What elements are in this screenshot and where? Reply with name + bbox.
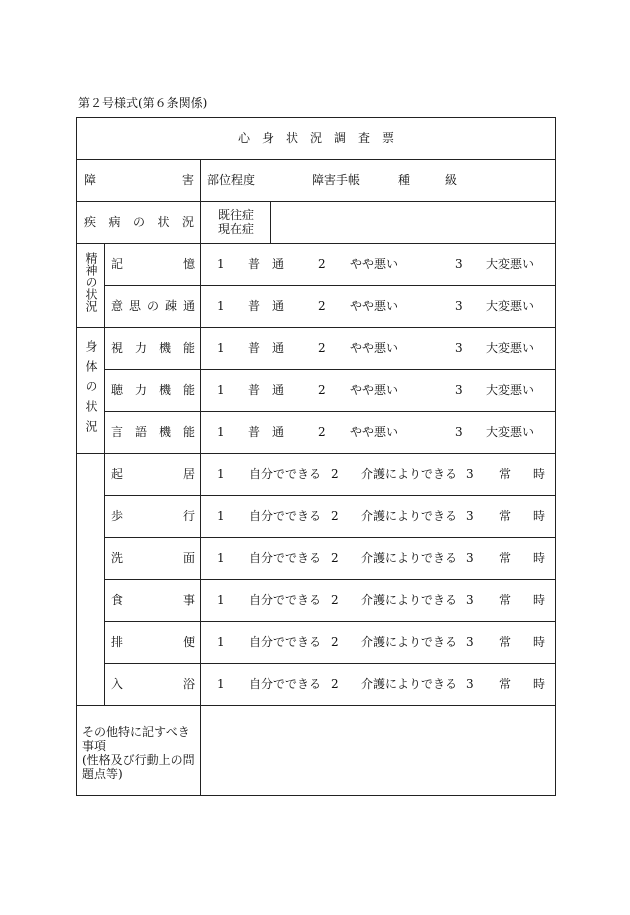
option-3-number: 3 [455, 257, 463, 271]
group-column-divider [104, 243, 105, 705]
activity-row-label: 歩 行 [111, 509, 195, 523]
option-very-bad-label: 大変悪い [486, 299, 535, 313]
activity-row-label: 起 居 [111, 467, 195, 481]
adl-assisted-label: 介護によりできる [361, 677, 458, 691]
adl-option-3-number: 3 [466, 677, 474, 691]
adl-self-label: 自分でできる [249, 509, 322, 523]
row-divider [104, 285, 556, 286]
adl-assisted-label: 介護によりできる [361, 635, 458, 649]
adl-assisted-label: 介護によりできる [361, 593, 458, 607]
adl-option-3-number: 3 [466, 467, 474, 481]
activity-row-label: 入 浴 [111, 677, 195, 691]
option-2-number: 2 [318, 257, 326, 271]
physical-group-label: 身体の状況 [84, 340, 98, 440]
mental-row-label: 記 憶 [111, 257, 195, 271]
disease-divider [270, 201, 271, 243]
option-normal-label: 普 通 [248, 257, 285, 271]
adl-self-label: 自分でできる [249, 593, 322, 607]
row-divider [104, 621, 556, 622]
activity-row-label: 洗 面 [111, 551, 195, 565]
option-normal-label: 普 通 [248, 425, 285, 439]
adl-always-label-b: 時 [533, 593, 546, 607]
row-divider [104, 495, 556, 496]
activity-row-label: 排 便 [111, 635, 195, 649]
adl-always-label-a: 常 [499, 551, 512, 565]
adl-option-3-number: 3 [466, 635, 474, 649]
adl-assisted-label: 介護によりできる [361, 551, 458, 565]
disease-label: 疾 病 の 状 況 [84, 215, 194, 229]
current-illness-label: 現在症 [218, 222, 255, 236]
notes-label-line4: 題点等) [82, 767, 123, 781]
option-slightly-bad-label: やや悪い [350, 299, 399, 313]
row-divider [76, 201, 556, 202]
grade-label: 級 [445, 173, 458, 187]
disability-label: 障 害 [84, 173, 194, 187]
adl-option-2-number: 2 [331, 593, 339, 607]
row-divider [76, 159, 556, 160]
option-very-bad-label: 大変悪い [486, 341, 535, 355]
adl-option-1-number: 1 [217, 593, 225, 607]
adl-self-label: 自分でできる [249, 467, 322, 481]
adl-always-label-b: 時 [533, 509, 546, 523]
adl-always-label-b: 時 [533, 467, 546, 481]
option-3-number: 3 [455, 383, 463, 397]
type-label: 種 [398, 173, 411, 187]
form-number: 第２号様式(第６条関係) [78, 96, 208, 110]
option-1-number: 1 [217, 257, 225, 271]
row-divider [104, 537, 556, 538]
option-2-number: 2 [318, 341, 326, 355]
adl-assisted-label: 介護によりできる [361, 467, 458, 481]
activity-row-label: 食 事 [111, 593, 195, 607]
option-normal-label: 普 通 [248, 299, 285, 313]
mental-group-label: 精神の状況 [84, 252, 98, 312]
adl-option-1-number: 1 [217, 551, 225, 565]
notes-label-line2: 事項 [82, 739, 107, 753]
row-divider [104, 579, 556, 580]
option-2-number: 2 [318, 425, 326, 439]
adl-option-3-number: 3 [466, 593, 474, 607]
option-3-number: 3 [455, 341, 463, 355]
option-2-number: 2 [318, 383, 326, 397]
row-divider [76, 453, 556, 454]
option-slightly-bad-label: やや悪い [350, 425, 399, 439]
adl-option-2-number: 2 [331, 551, 339, 565]
label-column-divider [200, 159, 201, 796]
mental-row-label: 意 思 の 疎 通 [111, 299, 195, 313]
adl-always-label-a: 常 [499, 593, 512, 607]
adl-option-1-number: 1 [217, 677, 225, 691]
row-divider [104, 369, 556, 370]
adl-option-2-number: 2 [331, 677, 339, 691]
option-1-number: 1 [217, 383, 225, 397]
option-slightly-bad-label: やや悪い [350, 341, 399, 355]
adl-option-1-number: 1 [217, 635, 225, 649]
disability-notebook-label: 障害手帳 [312, 173, 361, 187]
option-slightly-bad-label: やや悪い [350, 383, 399, 397]
row-divider [104, 663, 556, 664]
option-2-number: 2 [318, 299, 326, 313]
row-divider [76, 243, 556, 244]
part-degree-label: 部位程度 [207, 173, 256, 187]
adl-self-label: 自分でできる [249, 635, 322, 649]
option-3-number: 3 [455, 425, 463, 439]
option-very-bad-label: 大変悪い [486, 425, 535, 439]
adl-option-3-number: 3 [466, 551, 474, 565]
adl-always-label-b: 時 [533, 635, 546, 649]
notes-label-line3: (性格及び行動上の問 [82, 753, 195, 767]
notes-label-line1: その他特に記すべき [82, 725, 190, 739]
physical-row-label: 視 力 機 能 [111, 341, 195, 355]
row-divider [104, 411, 556, 412]
physical-row-label: 聴 力 機 能 [111, 383, 195, 397]
adl-self-label: 自分でできる [249, 677, 322, 691]
adl-option-1-number: 1 [217, 509, 225, 523]
option-1-number: 1 [217, 425, 225, 439]
adl-self-label: 自分でできる [249, 551, 322, 565]
adl-option-3-number: 3 [466, 509, 474, 523]
row-divider [76, 705, 556, 706]
option-slightly-bad-label: やや悪い [350, 257, 399, 271]
option-normal-label: 普 通 [248, 341, 285, 355]
option-very-bad-label: 大変悪い [486, 383, 535, 397]
past-illness-label: 既往症 [218, 208, 255, 222]
adl-always-label-a: 常 [499, 677, 512, 691]
adl-always-label-a: 常 [499, 509, 512, 523]
option-1-number: 1 [217, 341, 225, 355]
adl-option-1-number: 1 [217, 467, 225, 481]
option-3-number: 3 [455, 299, 463, 313]
adl-always-label-a: 常 [499, 635, 512, 649]
row-divider [76, 327, 556, 328]
adl-always-label-a: 常 [499, 467, 512, 481]
adl-always-label-b: 時 [533, 677, 546, 691]
adl-option-2-number: 2 [331, 509, 339, 523]
option-1-number: 1 [217, 299, 225, 313]
adl-assisted-label: 介護によりできる [361, 509, 458, 523]
adl-option-2-number: 2 [331, 635, 339, 649]
adl-option-2-number: 2 [331, 467, 339, 481]
adl-always-label-b: 時 [533, 551, 546, 565]
form-title: 心 身 状 況 調 査 票 [237, 131, 394, 145]
option-normal-label: 普 通 [248, 383, 285, 397]
option-very-bad-label: 大変悪い [486, 257, 535, 271]
physical-row-label: 言 語 機 能 [111, 425, 195, 439]
